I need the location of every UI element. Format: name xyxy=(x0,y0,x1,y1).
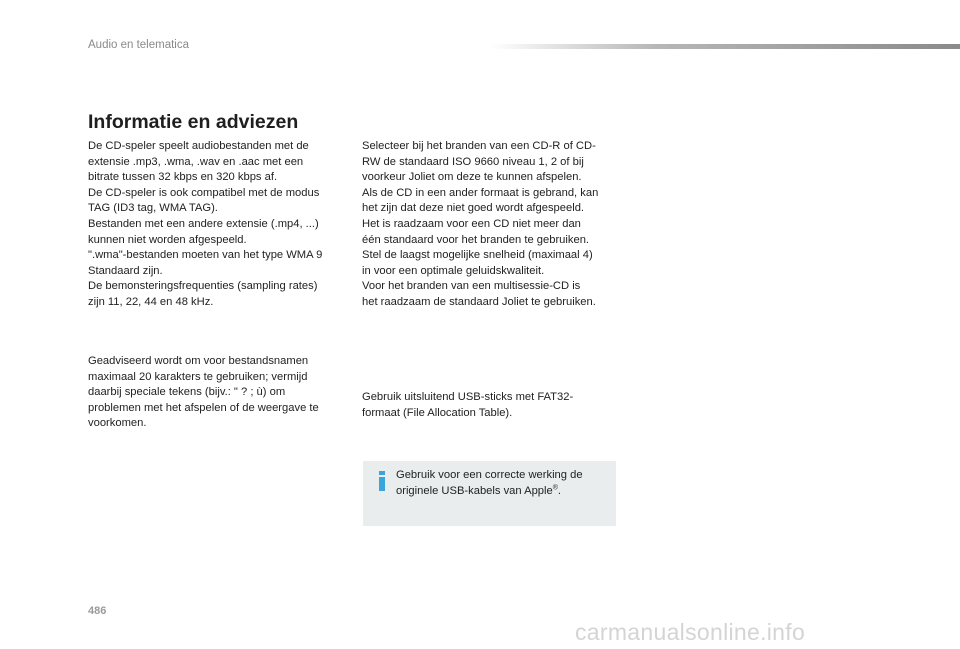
text-line: RW de standaard ISO 9660 niveau 1, 2 of bij xyxy=(362,155,584,168)
text-line: Bestanden met een andere extensie (.mp4, ...) xyxy=(88,217,319,230)
section-title: Informatie en adviezen xyxy=(88,111,299,133)
text-line: extensie .mp3, .wma, .wav en .aac met een xyxy=(88,155,304,168)
text-line: Gebruik uitsluitend USB-sticks met FAT32- xyxy=(362,391,574,403)
text-line: Gebruik voor een correcte werking de xyxy=(396,469,583,481)
text-line: Het is raadzaam voor een CD niet meer dan xyxy=(362,217,581,230)
text-line: Stel de laagst mogelijke snelheid (maximaal 4) xyxy=(362,249,593,262)
header-title: Audio en telematica xyxy=(88,39,190,51)
cd-burning-paragraph xyxy=(362,139,622,311)
text-line: één standaard voor het branden te gebruiken. xyxy=(362,233,590,246)
watermark: carmanualsonline.info xyxy=(575,619,806,645)
text-line: Standaard zijn. xyxy=(88,264,163,277)
text-line: Voor het branden van een multisessie-CD is xyxy=(362,280,581,293)
text-line: formaat (File Allocation Table). xyxy=(362,406,513,419)
page-number: 486 xyxy=(88,605,107,617)
text-line: het zijn dat deze niet goed wordt afgespeeld. xyxy=(362,202,585,215)
text-line: kunnen niet worden afgespeeld. xyxy=(88,233,247,246)
text-line: in voor een optimale geluidskwaliteit. xyxy=(362,264,545,277)
info-line2-end: . xyxy=(557,484,561,497)
info-icon xyxy=(378,471,386,493)
text-line: Als de CD in een ander formaat is gebrand, kan xyxy=(362,186,599,199)
info-text xyxy=(396,468,583,499)
usb-format-paragraph xyxy=(362,390,622,421)
text-line: het raadzaam de standaard Joliet te gebruiken. xyxy=(362,295,596,308)
text-line: TAG (ID3 tag, WMA TAG). xyxy=(88,202,218,215)
text-line: problemen met het afspelen of de weergave te xyxy=(88,401,319,414)
text-line: zijn 11, 22, 44 en 48 kHz. xyxy=(88,295,214,308)
header-divider-bar xyxy=(490,44,960,49)
info-box xyxy=(363,461,616,526)
text-line: voorkeur Joliet om deze te kunnen afspelen. xyxy=(362,171,582,184)
text-line: Geadviseerd wordt om voor bestandsnamen xyxy=(88,355,309,367)
text-line: bitrate tussen 32 kbps en 320 kbps af. xyxy=(88,171,278,184)
cd-format-paragraph xyxy=(88,139,350,311)
text-line: maximaal 20 karakters te gebruiken; vermijd xyxy=(88,370,308,383)
text-line: ".wma"-bestanden moeten van het type WMA 9 xyxy=(88,249,323,262)
info-line2-text: originele USB-kabels van Apple xyxy=(396,484,553,497)
text-line xyxy=(396,484,583,500)
trademark-symbol: ® xyxy=(552,483,558,491)
text-line: daarbij speciale tekens (bijv.: " ? ; ù) om xyxy=(88,386,286,399)
text-line: De bemonsteringsfrequenties (sampling rates) xyxy=(88,280,318,293)
text-line: De CD-speler speelt audiobestanden met de xyxy=(88,140,309,152)
text-line: voorkomen. xyxy=(88,417,147,430)
text-line: De CD-speler is ook compatibel met de modus xyxy=(88,186,320,199)
text-line: Selecteer bij het branden van een CD-R of CD- xyxy=(362,140,596,152)
filename-advice-paragraph xyxy=(88,354,350,432)
